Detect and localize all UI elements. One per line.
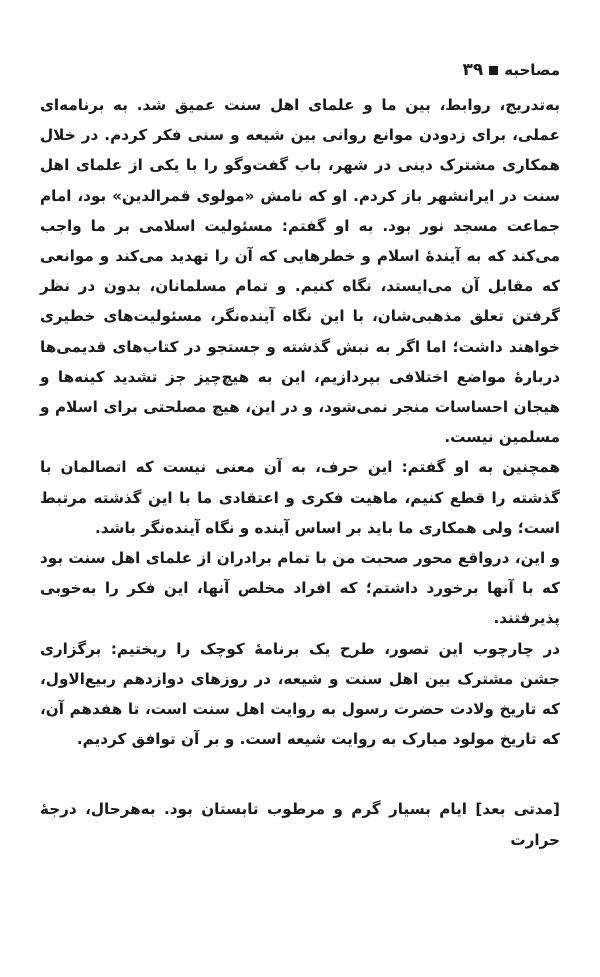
paragraph: همچنین به او گفتم: این حرف، به آن معنی نیست که اتصالمان با گذشته را قطع کنیم، ماهیت فکری و اعتقادی ما با این گذشته مرتبط است؛ ولی همکاری ما باید بر اساس آینده و نگاه آینده‌نگر باشد. bbox=[40, 458, 560, 537]
paragraph: و این، درواقع محور صحبت من با تمام برادران از علمای اهل سنت بود که با آنها برخورد داشتم؛ که افراد مخلص آنها، این فکر را به‌خوبی پذیرفتند. bbox=[40, 549, 560, 628]
page-number: ۳۹ bbox=[462, 60, 484, 80]
page-body bbox=[40, 90, 560, 855]
header-title: مصاحبه bbox=[504, 61, 560, 79]
square-bullet-icon bbox=[489, 66, 498, 75]
paragraph: [مدتی بعد] ایام بسیار گرم و مرطوب تابستان بود. به‌هرحال، درجهٔ حرارت bbox=[40, 800, 560, 849]
paragraph: به‌تدریج، روابط، بین ما و علمای اهل سنت عمیق شد. به برنامه‌ای عملی، برای زدودن موانع روانی بین شیعه و سنی فکر کردم. در خلال همکاری مشترک دینی در شهر، باب گفت‌وگو را با یکی از علمای اهل سنت در ایرانشهر باز کردم. او که نامش «مولوی قمرالدین» بود، امام جماعت مسجد نور بود. به او گفتم: مسئولیت اسلامی بر ما واجب می‌کند که به آیندهٔ اسلام و خطرهایی که آن را تهدید می‌کند و موانعی که مقابل آن می‌ایستد، نگاه کنیم. و تمام مسلمانان، بدون در نظر گرفتن تعلق مذهبی‌شان، با این نگاه آینده‌نگر، مسئولیت‌های خطیری خواهند داشت؛ اما اگر به نبش گذشته و جستجو در کتاب‌های قدیمی‌ها دربارهٔ مواضع اختلافی بپردازیم، این به هیچ‌چیز جز تشدید کینه‌ها و هیجان احساسات منجر نمی‌شود، و در این، هیچ مصلحتی برای اسلام و مسلمین نیست. bbox=[40, 96, 560, 447]
running-header bbox=[40, 58, 560, 82]
paragraph: در چارچوب این تصور، طرح یک برنامهٔ کوچک را ریختیم: برگزاری جشن مشترک بین اهل سنت و شیعه، در روزهای دوازدهم ربیع‌الاول، که تاریخ ولادت حضرت رسول به روایت اهل سنت است، تا هفدهم آن، که تاریخ مولود مبارک به روایت شیعه است. و بر آن توافق کردیم. bbox=[40, 639, 560, 749]
